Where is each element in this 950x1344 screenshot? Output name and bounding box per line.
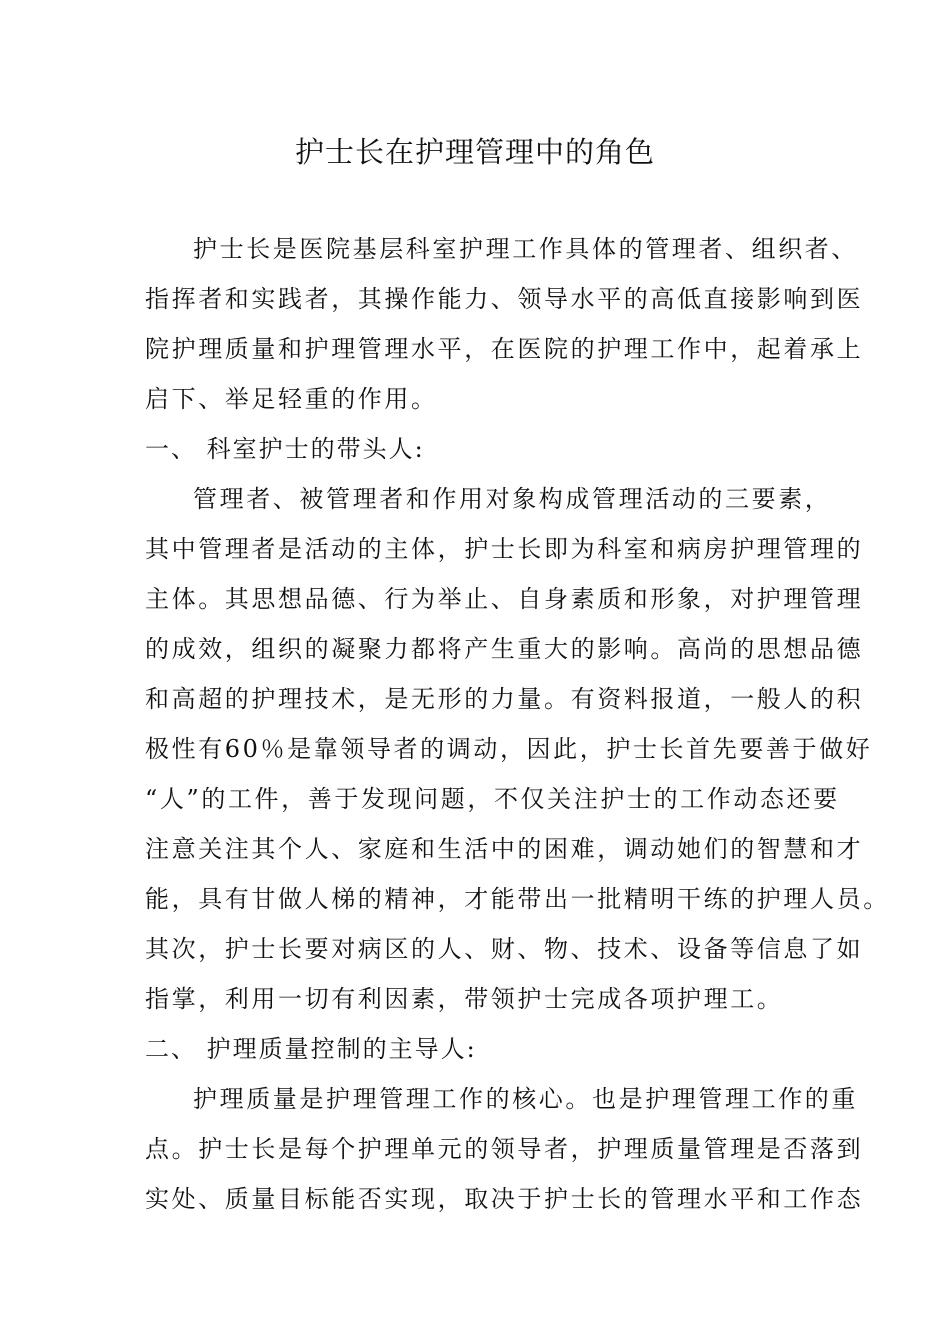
paragraph-line: 护理质量是护理管理工作的核心。也是护理管理工作的重: [193, 1085, 858, 1113]
paragraph-line: 指挥者和实践者，其操作能力、领导水平的高低直接影响到医: [145, 285, 864, 313]
paragraph-line: 指掌，利用一切有利因素，带领护士完成各项护理工。: [145, 985, 784, 1013]
paragraph-line: 实处、质量目标能否实现，取决于护士长的管理水平和工作态: [145, 1185, 864, 1213]
paragraph-line: 护士长是医院基层科室护理工作具体的管理者、组织者、: [193, 235, 858, 263]
paragraph-line: 主体。其思想品德、行为举止、自身素质和形象，对护理管理: [145, 585, 864, 613]
section-heading-1: 一、 科室护士的带头人:: [145, 435, 425, 463]
paragraph-line: 启下、举足轻重的作用。: [145, 385, 438, 413]
paragraph-line: 其次，护士长要对病区的人、财、物、技术、设备等信息了如: [145, 935, 864, 963]
paragraph-line: 点。护士长是每个护理单元的领导者，护理质量管理是否落到: [145, 1135, 864, 1163]
paragraph-line: 注意关注其个人、家庭和生活中的困难，调动她们的智慧和才: [145, 835, 864, 863]
paragraph-line: 院护理质量和护理管理水平，在医院的护理工作中，起着承上: [145, 335, 864, 363]
paragraph-line: 管理者、被管理者和作用对象构成管理活动的三要素，: [193, 485, 832, 513]
paragraph-line: 的成效，组织的凝聚力都将产生重大的影响。高尚的思想品德: [145, 635, 864, 663]
paragraph-line: “人”的工件，善于发现问题，不仅关注护士的工作动态还要: [145, 785, 840, 813]
document-title: 护士长在护理管理中的角色: [294, 135, 655, 169]
paragraph-line: 极性有60％是靠领导者的调动，因此，护士长首先要善于做好: [145, 735, 873, 763]
paragraph-line: 其中管理者是活动的主体，护士长即为科室和病房护理管理的: [145, 535, 864, 563]
paragraph-line: 能，具有甘做人梯的精神，才能带出一批精明干练的护理人员。: [145, 885, 890, 913]
paragraph-line: 和高超的护理技术，是无形的力量。有资料报道，一般人的积: [145, 685, 864, 713]
section-heading-2: 二、 护理质量控制的主导人:: [145, 1035, 477, 1063]
